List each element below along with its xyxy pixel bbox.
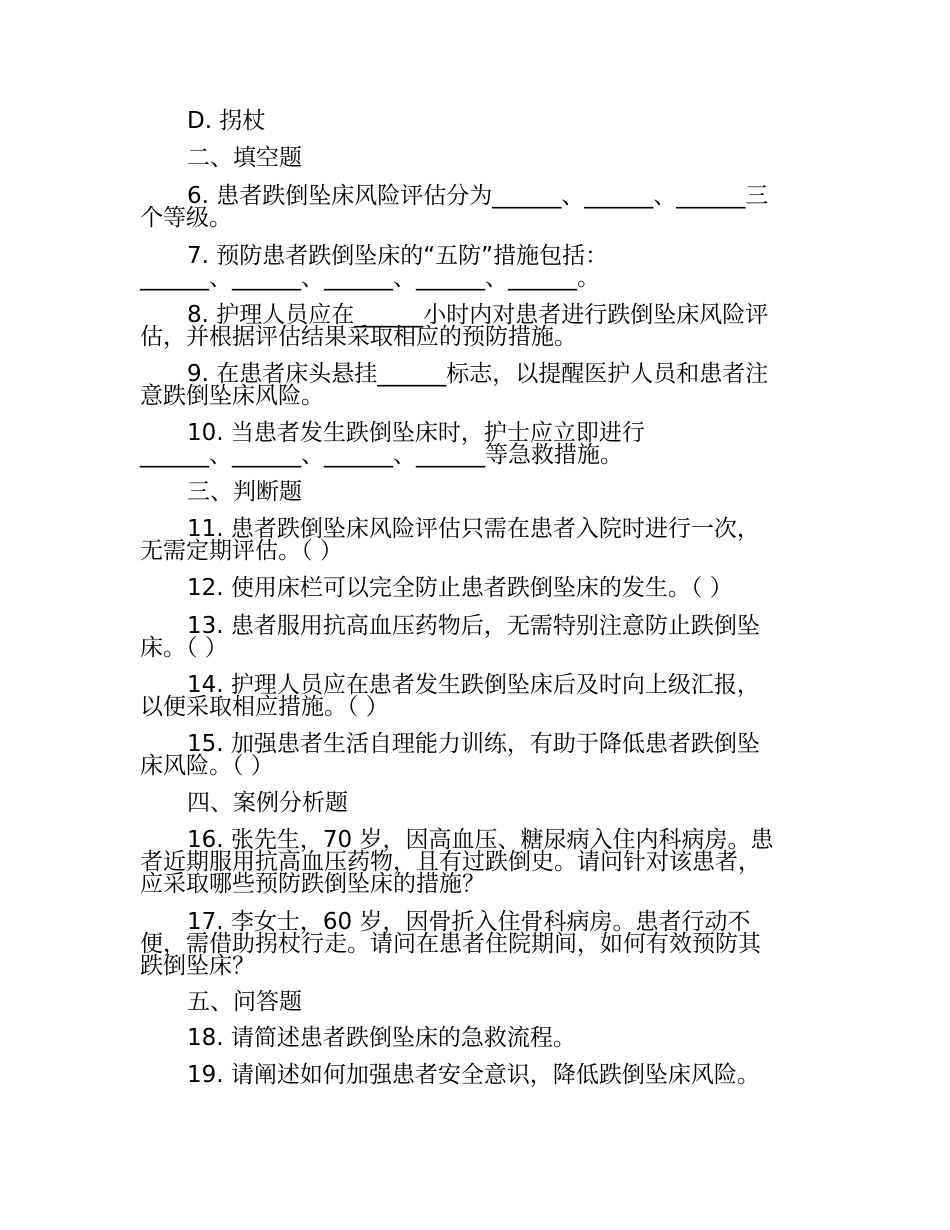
question-12: 12. 使用床栏可以完全防止患者跌倒坠床的发生。（ ） [187,575,733,601]
question-7-line-1: 7. 预防患者跌倒坠床的“五防”措施包括： [187,243,609,269]
question-6-line-1: 6. 患者跌倒坠床风险评估分为______、______、______三 [187,183,769,209]
question-14-line-2: 以便采取相应措施。（ ） [140,694,389,720]
question-15-line-2: 床风险。（ ） [140,753,274,779]
question-11-line-2: 无需定期评估。（ ） [140,538,343,564]
question-9-line-2: 意跌倒坠床风险。 [140,383,324,409]
section-heading-true-false: 三、判断题 [187,479,302,505]
question-8-line-2: 估，并根据评估结果采取相应的预防措施。 [140,324,577,350]
section-heading-short-answer: 五、问答题 [187,989,302,1015]
question-13-line-1: 13. 患者服用抗高血压药物后，无需特别注意防止跌倒坠 [187,613,760,639]
section-heading-case-analysis: 四、案例分析题 [187,790,348,816]
question-17-line-3: 跌倒坠床？ [140,953,255,979]
question-11-line-1: 11. 患者跌倒坠床风险评估只需在患者入院时进行一次， [187,516,760,542]
question-16-line-1: 16. 张先生，70 岁，因高血压、糖尿病入住内科病房。患 [187,827,774,853]
question-10-line-2: ______、______、______、______等急救措施。 [140,442,623,468]
question-16-line-2: 者近期服用抗高血压药物，且有过跌倒史。请问针对该患者， [140,849,761,875]
question-6-line-2: 个等级。 [140,205,232,231]
question-9-line-1: 9. 在患者床头悬挂______标志，以提醒医护人员和患者注 [187,361,769,387]
question-16-line-3: 应采取哪些预防跌倒坠床的措施？ [140,871,485,897]
question-17-line-2: 便，需借助拐杖行走。请问在患者住院期间，如何有效预防其 [140,931,761,957]
question-13-line-2: 床。（ ） [140,635,228,661]
question-17-line-1: 17. 李女士，60 岁，因骨折入住骨科病房。患者行动不 [187,909,751,935]
question-14-line-1: 14. 护理人员应在患者发生跌倒坠床后及时向上级汇报， [187,672,760,698]
option-d: D. 拐杖 [187,108,266,134]
question-10-line-1: 10. 当患者发生跌倒坠床时，护士应立即进行 [187,420,645,446]
question-19: 19. 请阐述如何加强患者安全意识，降低跌倒坠床风险。 [187,1062,760,1088]
question-18: 18. 请简述患者跌倒坠床的急救流程。 [187,1025,576,1051]
question-8-line-1: 8. 护理人员应在______小时内对患者进行跌倒坠床风险评 [187,302,769,328]
question-7-line-2: ______、______、______、______、______。 [140,265,600,291]
section-heading-fill-blank: 二、填空题 [187,145,302,171]
question-15-line-1: 15. 加强患者生活自理能力训练，有助于降低患者跌倒坠 [187,731,760,757]
